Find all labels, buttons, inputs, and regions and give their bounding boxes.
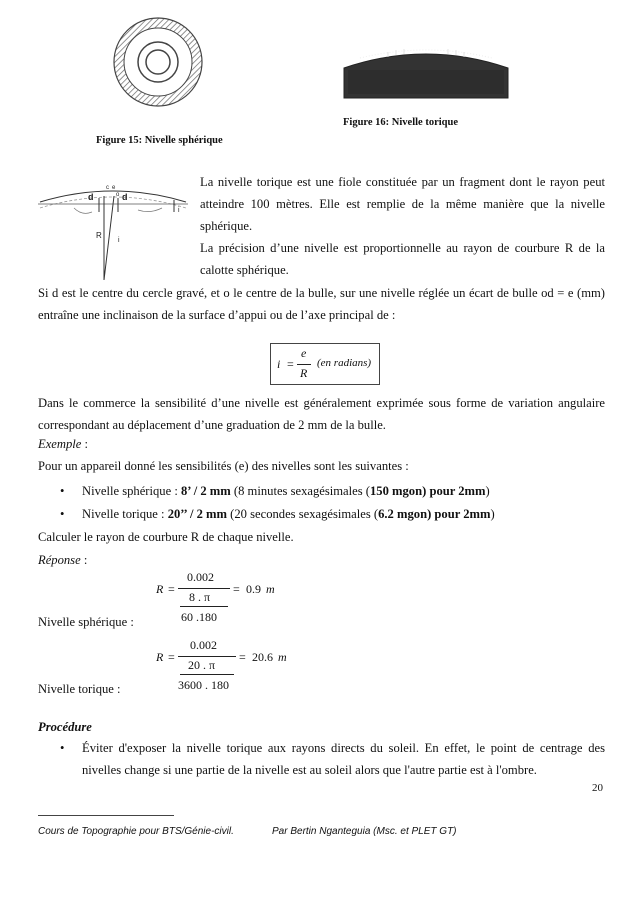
formula-box <box>270 343 380 385</box>
calc2-eq: = <box>168 650 175 664</box>
formula-eq: = <box>287 357 294 371</box>
exemple-colon: : <box>81 437 89 451</box>
procedure-title: Procédure <box>38 720 92 734</box>
calc-spherical <box>150 570 280 630</box>
label-d-right: d <box>122 192 128 202</box>
spherical-level-figure <box>108 12 208 112</box>
label-e: e <box>112 185 116 191</box>
calc1-unit: m <box>266 582 275 596</box>
label-d-left: d <box>88 192 94 202</box>
label-o: o <box>116 192 120 198</box>
calc-toric <box>150 638 290 698</box>
bullet2-mgon: 6.2 mgon) pour 2mm <box>378 507 491 521</box>
bullet2-text-a: Nivelle torique : <box>82 507 168 521</box>
bullet1-value: 8’ / 2 mm <box>180 484 231 498</box>
bullet-dot: • <box>60 741 65 755</box>
calc1-eq: = <box>168 582 175 596</box>
footer-author: Par Bertin Nganteguia (Msc. et PLET GT) <box>272 826 457 837</box>
bullet2-text-e: ) <box>490 507 495 521</box>
paragraph-sensitivity: Dans le commerce la sensibilité d’une nivelle est généralement exprimée sous forme de variation angulaire correspondant au déplacement d’une graduation de 2 mm de la bulle. <box>38 396 605 432</box>
formula-lhs: i <box>277 357 281 371</box>
footer-course: Cours de Topographie pour BTS/Génie-civil. <box>38 826 234 837</box>
paragraph-sensitivities: Pour un appareil donné les sensibilités (e) des nivelles sont les suivantes : <box>38 459 409 473</box>
bubble-deviation-diagram <box>38 182 188 284</box>
bullet2-text-c: (20 secondes sexagésimales ( <box>227 507 379 521</box>
figure-16-caption: Figure 16: Nivelle torique <box>343 117 458 128</box>
label-c: c <box>106 185 109 191</box>
intro-paragraph-1: La nivelle torique est une fiole constituée par un fragment dont le rayon peut atteindre 100 mètres. Elle est remplie de la même manière que la nivelle sphérique. <box>200 175 605 233</box>
paragraph-calculate: Calculer le rayon de courbure R de chaque nivelle. <box>38 530 294 544</box>
exemple-label: Exemple <box>38 437 82 451</box>
calc2-R: R <box>156 650 164 664</box>
calc-spherical-label: Nivelle sphérique : <box>38 615 134 629</box>
label-i-right: i <box>178 207 180 214</box>
bullet-dot: • <box>60 507 65 521</box>
toric-level-figure <box>340 40 512 104</box>
intro-paragraph-2: La précision d’une nivelle est proportionnelle au rayon de courbure R de la calotte sphérique. <box>200 241 605 277</box>
reponse-colon: : <box>80 553 88 567</box>
calc1-inner-denominator: 60 .180 <box>181 610 217 624</box>
calc1-eq2: = <box>233 582 240 596</box>
calc2-inner-numerator: 20 . π <box>188 658 216 672</box>
page-number: 20 <box>592 782 603 794</box>
calc2-result: 20.6 <box>252 650 273 664</box>
calc1-numerator: 0.002 <box>187 570 214 584</box>
footer-divider <box>38 815 174 816</box>
bullet1-text-c: (8 minutes sexagésimales ( <box>230 484 370 498</box>
calc1-R: R <box>156 582 164 596</box>
calc-toric-label: Nivelle torique : <box>38 682 121 696</box>
bullet-dot: • <box>60 484 65 498</box>
formula-numerator: e <box>301 346 307 360</box>
figure-15-caption: Figure 15: Nivelle sphérique <box>96 135 223 146</box>
reponse-line <box>38 553 87 568</box>
bullet1-mgon: 150 mgon) pour 2mm <box>369 484 486 498</box>
formula-denominator: R <box>300 366 308 380</box>
calc2-inner-denominator: 3600 . 180 <box>178 678 229 692</box>
calc2-eq2: = <box>239 650 246 664</box>
label-i-bottom: i <box>118 237 120 244</box>
bullet1-text-e: ) <box>485 484 490 498</box>
bullet1-text-a: Nivelle sphérique : <box>82 484 181 498</box>
paragraph-bubble-deviation: Si d est le centre du cercle gravé, et o le centre de la bulle, sur une nivelle réglée un écart de bulle od = e (mm) entraîne une inclinaison de la surface d’appui ou de l’axe principal de : <box>38 286 605 322</box>
calc1-inner-numerator: 8 . π <box>189 590 211 604</box>
reponse-label: Réponse <box>38 553 81 567</box>
label-R: R <box>96 231 102 240</box>
formula-unit: (en radians) <box>317 357 372 369</box>
calc2-unit: m <box>278 650 287 664</box>
bullet2-value: 20’’ / 2 mm <box>167 507 228 521</box>
calc2-numerator: 0.002 <box>190 638 217 652</box>
exemple-line <box>38 437 88 452</box>
calc1-result: 0.9 <box>246 582 261 596</box>
procedure-bullet-text: Éviter d'exposer la nivelle torique aux rayons directs du soleil. En effet, le point de centrage des nivelles change si une partie de la nivelle est au soleil alors que l'autre partie est à l'ombre. <box>82 741 605 777</box>
